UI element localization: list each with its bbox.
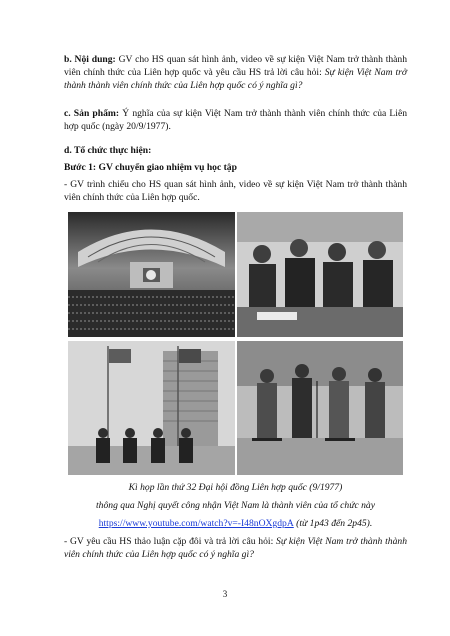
content-text: GV cho HS quan sát hình ảnh, video về sự kiện Việt Nam trở thành thành viên chính thức của Liên hợp quốc và yêu cầu HS trả lời câu hỏi: — [64, 54, 408, 78]
task-question: Sự kiện Việt Nam trở thành thành viên chính thức của Liên hợp quốc có ý nghĩa gì? — [64, 536, 407, 560]
delegation-seated-photo — [237, 212, 403, 337]
step-1-text: - GV trình chiếu cho HS quan sát hình ảnh, video về sự kiện Việt Nam trở thành thành viên chính thức của Liên hợp quốc. — [64, 179, 407, 203]
organization-heading: d. Tổ chức thực hiện: — [64, 145, 152, 156]
task-text: - GV yêu cầu HS thảo luận cặp đôi và trả lời câu hỏi: — [64, 536, 277, 547]
content-question: Sự kiện Việt Nam trở thành thành viên chính thức của Liên hợp quốc có ý nghĩa gì? — [64, 67, 407, 91]
general-assembly-hall-photo — [68, 212, 235, 337]
video-link-line — [64, 517, 407, 530]
video-timestamp: (từ 1p43 đến 2p45). — [293, 518, 373, 529]
step-1-heading: Bước 1: GV chuyển giao nhiệm vụ học tập — [64, 162, 237, 173]
flag-raising-photo — [68, 341, 235, 475]
product-label: c. Sản phẩm: — [64, 108, 120, 119]
product-paragraph — [64, 107, 407, 133]
task-paragraph — [64, 535, 407, 561]
content-paragraph — [64, 53, 407, 92]
content-label: b. Nội dung: — [64, 54, 116, 65]
product-text: Ý nghĩa của sự kiện Việt Nam trở thành thành viên chính thức của Liên hợp quốc (ngày 20/9/1977). — [64, 108, 408, 132]
video-link[interactable]: https://www.youtube.com/watch?v=-I48nOXgdpA — [98, 518, 294, 529]
photo-caption-line2: thông qua Nghị quyết công nhận Việt Nam là thành viên của tổ chức này — [96, 500, 375, 511]
page-number: 3 — [222, 589, 228, 599]
photo-caption-line1: Kì họp lần thứ 32 Đại hội đồng Liên hợp quốc (9/1977) — [128, 482, 343, 493]
officials-at-microphones-photo — [237, 341, 403, 475]
